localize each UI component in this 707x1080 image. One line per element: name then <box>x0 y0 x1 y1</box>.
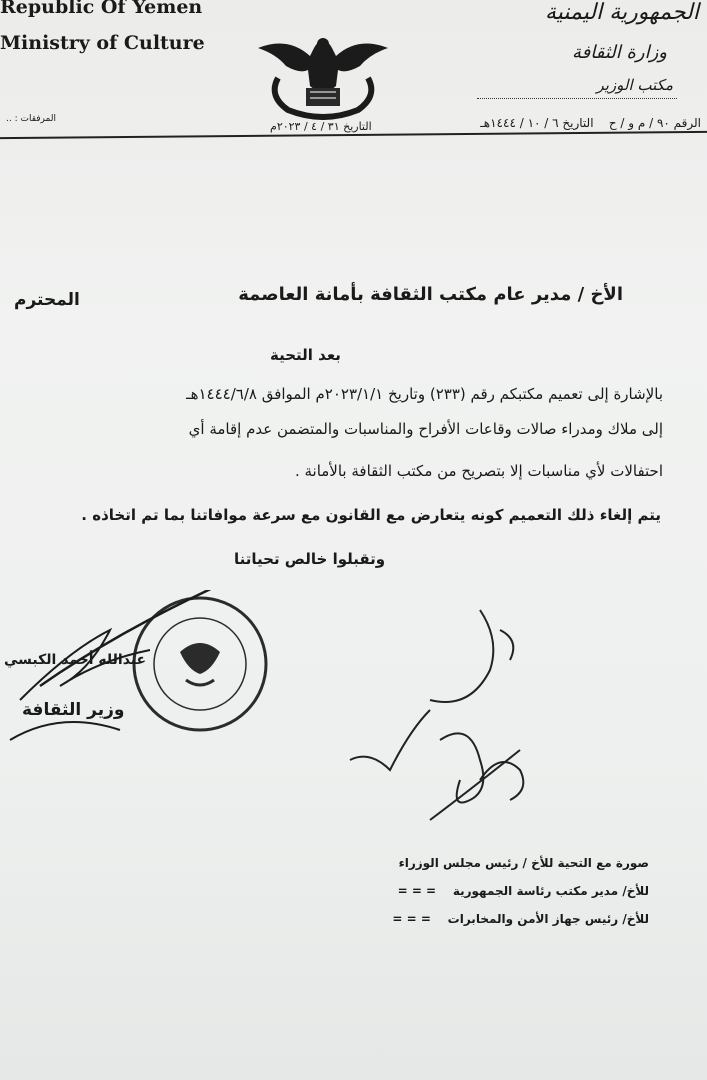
honorific: المحترم <box>14 290 80 310</box>
closing-line: وتقبلوا خالص تحياتنا <box>234 550 386 568</box>
hijri-date: التاريخ ٦ / ١٠ / ١٤٤٤هـ <box>480 116 594 130</box>
reference-value: الرقم ٩٠ / م و / ح <box>608 116 701 130</box>
official-stamp-icon <box>0 590 300 790</box>
greeting: بعد التحية <box>270 346 341 364</box>
ditto-marks-2: = = = <box>392 912 431 926</box>
arabic-country-name: الجمهورية اليمنية <box>544 0 699 25</box>
arabic-office-name: مكتب الوزير <box>596 76 673 94</box>
paragraph-line-2: إلى ملاك ومدراء صالات وقاعات الأفراح والمناسبات والمتضمن عدم إقامة أي <box>188 420 663 438</box>
office-underline <box>477 98 677 99</box>
arabic-ministry-name: وزارة الثقافة <box>572 42 667 63</box>
minister-name: عبدالله أحمد الكبسي <box>4 652 147 668</box>
copy-line-1 <box>398 884 649 898</box>
attachments-label: المرفقات : .. <box>6 114 56 124</box>
yemen-eagle-emblem-icon <box>248 26 398 120</box>
minister-title: وزير الثقافة <box>22 700 125 720</box>
gregorian-date: التاريخ ٣١ / ٤ / ٢٠٢٣م <box>270 120 372 133</box>
english-country-name: Republic Of Yemen <box>0 0 203 18</box>
paragraph-line-1: بالإشارة إلى تعميم مكتبكم رقم (٢٣٣) وتاريخ ٢٠٢٣/١/١م الموافق ١٤٤٤/٦/٨هـ <box>186 385 663 403</box>
copies-header: صورة مع التحية للأخ / رئيس مجلس الوزراء <box>398 856 649 870</box>
handwritten-annotation-icon <box>330 600 550 830</box>
paragraph-line-3: احتفالات لأي مناسبات إلا بتصريح من مكتب الثقافة بالأمانة . <box>294 462 663 480</box>
copy-recipient-1: للأخ/ مدير مكتب رئاسة الجمهورية <box>452 884 649 898</box>
copy-recipient-2: للأخ/ رئيس جهاز الأمن والمخابرات <box>447 912 649 926</box>
english-ministry-name: Ministry of Culture <box>0 32 205 54</box>
copy-line-2 <box>392 912 649 926</box>
decision-line: يتم إلغاء ذلك التعميم كونه يتعارض مع القانون مع سرعة موافاتنا بما تم اتخاذه . <box>81 506 661 524</box>
addressee-line: الأخ / مدير عام مكتب الثقافة بأمانة العاصمة <box>238 284 623 305</box>
reference-number <box>480 116 701 130</box>
ditto-marks-1: = = = <box>397 884 437 898</box>
letterhead <box>0 0 707 150</box>
